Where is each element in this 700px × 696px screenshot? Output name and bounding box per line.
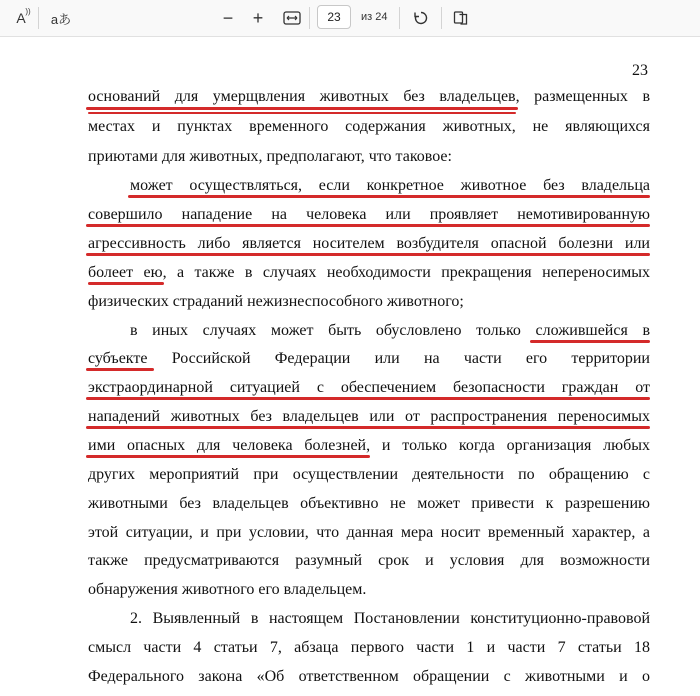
text-line: смысл части 4 статьи 7, абзаца первого части 1 и части 7 статьи 18 (88, 639, 650, 656)
text-line: экстраординарной ситуацией с обеспечением безопасности граждан от (88, 379, 650, 396)
document-page (0, 37, 700, 696)
rotate-icon (413, 10, 429, 26)
text-line: физических страданий нежизнеспособного животного; (88, 293, 464, 310)
annotation-underline (86, 107, 518, 110)
toolbar-separator (309, 7, 310, 29)
page-total-label: из 24 (361, 11, 388, 23)
annotation-underline (88, 282, 164, 285)
text-line: местах и пунктах временного содержания животных, не являющихся (88, 118, 650, 135)
text-line: 2. Выявленный в настоящем Постановлении конституционно-правовой (130, 610, 650, 627)
text-line: в иных случаях может быть обусловлено только сложившейся в (130, 322, 650, 339)
annotation-underline (86, 224, 650, 227)
zoom-in-button[interactable] (248, 7, 268, 29)
text-line: субъекте Российской Федерации или на части его территории (88, 350, 650, 367)
toolbar-separator (441, 7, 442, 29)
text-line: других мероприятий при осуществлении деятельности по обращению с (88, 466, 650, 483)
annotation-underline (86, 368, 154, 371)
page-number: 23 (632, 62, 648, 79)
plus-icon: + (252, 7, 264, 28)
fit-width-icon (283, 11, 301, 25)
pdf-toolbar (0, 0, 700, 37)
translate-button[interactable] (48, 7, 74, 29)
toolbar-separator (399, 7, 400, 29)
page-view-button[interactable] (450, 7, 472, 29)
text-line: болеет ею, а также в случаях необходимости прекращения непереносимых (88, 264, 650, 281)
fit-width-button[interactable] (281, 7, 303, 29)
read-aloud-icon: A )) (16, 7, 31, 26)
rotate-button[interactable] (410, 7, 432, 29)
text-line: этой ситуации, и при условии, что данная мера носит временный характер, а (88, 524, 650, 541)
text-line: обнаружения животного его владельцем. (88, 581, 367, 598)
text-line: приютами для животных, предполагают, что таковое: (88, 148, 452, 165)
text-line: нападений животных без владельцев или от распространения переносимых (88, 408, 650, 425)
annotation-underline (88, 112, 516, 114)
annotation-underline (530, 340, 650, 343)
text-line: может осуществляться, если конкретное животное без владельца (130, 177, 650, 194)
text-line: совершило нападение на человека или проявляет немотивированную (88, 206, 650, 223)
text-line: Федерального закона «Об ответственном обращении с животными и о (88, 668, 650, 685)
text-line: животными без владельцев объективно не может привести к разрешению (88, 495, 650, 512)
annotation-underline (128, 195, 650, 198)
text-line: агрессивность либо является носителем возбудителя опасной болезни или (88, 235, 650, 252)
zoom-out-button[interactable] (218, 7, 238, 29)
annotation-underline (86, 426, 650, 429)
annotation-underline (86, 253, 650, 256)
two-page-view-icon (453, 10, 469, 26)
read-aloud-button[interactable] (10, 7, 32, 29)
page-number-input[interactable] (317, 5, 351, 29)
text-line: также предусматриваются разумный срок и условия для возможности (88, 552, 650, 569)
annotation-underline (86, 397, 650, 400)
toolbar-separator (38, 7, 39, 29)
text-line: оснований для умерщвления животных без владельцев, размещенных в (88, 88, 650, 105)
annotation-underline (86, 455, 370, 458)
text-line: ими опасных для человека болезней, и только когда организация любых (88, 437, 650, 454)
minus-icon: − (222, 7, 234, 28)
translate-icon: aあ (50, 11, 72, 27)
